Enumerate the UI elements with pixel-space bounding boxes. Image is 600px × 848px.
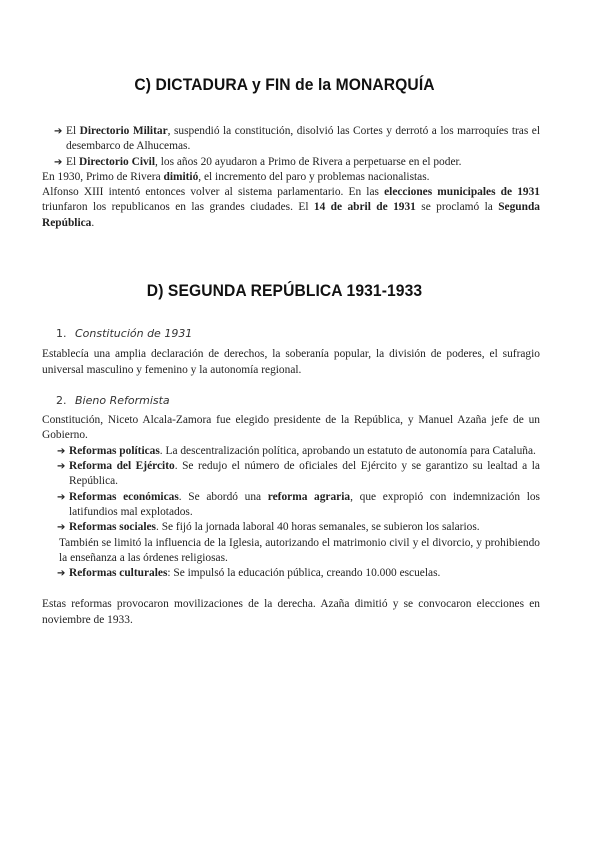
section-d-body [42, 326, 540, 628]
paragraph-alfonso: Alfonso XIII intentó entonces volver al sistema parlamentario. En las elecciones municipales de 1931 triunfaron los republicanos en las grandes ciudades. El 14 de abril de 1931 se proclamó la Segunda República. [42, 186, 540, 229]
arrow-bullet-icon: ➔ [57, 522, 66, 534]
arrow-bullet-icon: ➔ [57, 568, 66, 580]
subheading-constitucion: 1. Constitución de 1931 [56, 327, 193, 340]
arrow-bullet-icon: ➔ [54, 126, 63, 137]
arrow-bullet-icon: ➔ [57, 491, 66, 503]
paragraph-bienio: Constitución, Niceto Alcala-Zamora fue elegido presidente de la República, y Manuel Azaña jefe de un Gobierno. [42, 414, 540, 442]
bullet-directorio-militar: ➔ El Directorio Militar, suspendió la constitución, disolvió las Cortes y derrotó a los marroquíes tras el desembarco de Alhucemas. [42, 124, 540, 155]
bullet-reforma-ejercito: ➔ Reforma del Ejército. Se redujo el número de oficiales del Ejército y se garantizo su lealtad a la República. [42, 459, 540, 490]
arrow-bullet-icon: ➔ [57, 461, 66, 473]
arrow-bullet-icon: ➔ [54, 156, 63, 168]
paragraph-constitucion: Establecía una amplia declaración de derechos, la soberanía popular, la división de poderes, el sufragio universal masculino y femenino y la autonomía regional. [42, 348, 540, 376]
bullet-reformas-politicas: ➔ Reformas políticas. La descentralización política, aprobando un estatuto de autonomía para Cataluña. [42, 444, 540, 459]
paragraph-iglesia: También se limitó la influencia de la Iglesia, autorizando el matrimonio civil y el divorcio, y prohibiendo la enseñanza a las órdenes religiosas. [59, 536, 540, 564]
bullet-reformas-sociales: ➔ Reformas sociales. Se fijó la jornada laboral 40 horas semanales, se subieron los salarios. [42, 520, 540, 535]
paragraph-1930: En 1930, Primo de Rivera dimitió, el incremento del paro y problemas nacionalistas. [42, 170, 430, 183]
bullet-reformas-culturales: ➔ Reformas culturales: Se impulsó la educación pública, creando 10.000 escuelas. [42, 566, 540, 581]
paragraph-closing: Estas reformas provocaron movilizaciones de la derecha. Azaña dimitió y se convocaron elecciones en noviembre de 1933. [42, 598, 540, 626]
arrow-bullet-icon: ➔ [57, 445, 66, 457]
bullet-reformas-economicas: ➔ Reformas económicas. Se abordó una reforma agraria, que expropió con indemnización los latifundios mal explotados. [42, 490, 540, 521]
section-c-body [42, 124, 540, 231]
section-c-title: C) DICTADURA y FIN de la MONARQUÍA [134, 75, 435, 94]
subheading-bienio: 2. Bieno Reformista [56, 393, 170, 407]
bullet-directorio-civil: ➔ El Directorio Civil, los años 20 ayudaron a Primo de Rivera a perpetuarse en el poder. [42, 155, 540, 170]
section-d-title: D) SEGUNDA REPÚBLICA 1931-1933 [146, 281, 423, 300]
